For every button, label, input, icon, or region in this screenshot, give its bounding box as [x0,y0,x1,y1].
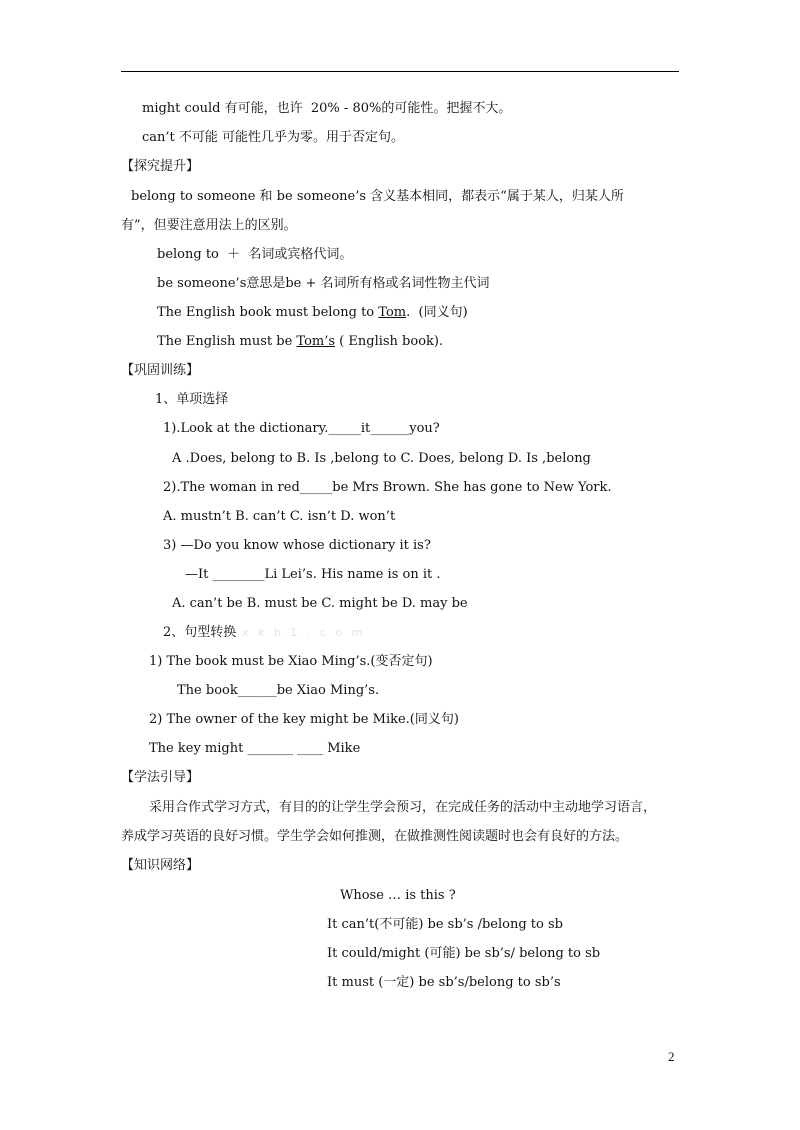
question-line: The key might _______ ____ Mike [149,741,361,756]
watermark-text: x k b 1 . c o m [242,626,366,639]
exercise-heading: 2、句型转换 [163,625,237,640]
text-line: be someone’s意思是be + 名词所有格或名词性物主代词 [157,276,490,291]
network-line: Whose … is this ? [340,888,456,903]
question-line: 1).Look at the dictionary._____it______you? [163,421,440,436]
paragraph-line: 采用合作式学习方式，有目的的让学生学会预习，在完成任务的活动中主动地学习语言， [149,800,657,815]
network-line: It must (一定) be sb’s/belong to sb’s [327,975,561,990]
sentence-part: ( English book). [335,334,444,349]
section-heading: 【巩固训练】 [121,363,200,378]
question-line: 2) The owner of the key might be Mike.(同义句) [149,712,459,727]
text-line: belong to ＋ 名词或宾格代词。 [157,247,353,262]
sentence-part: The English book must belong to [157,305,379,320]
question-line: The book______be Xiao Ming’s. [177,683,380,698]
page-number: 2 [668,1049,675,1064]
options-line: A. mustn’t B. can’t C. isn’t D. won’t [163,509,396,524]
question-line: 3) —Do you know whose dictionary it is? [163,538,431,553]
options-line: A .Does, belong to B. Is ,belong to C. Does, belong D. Is ,belong [172,451,591,466]
text-line: can’t 不可能 可能性几乎为零。用于否定句。 [142,130,405,145]
underlined-word: Tom [378,305,407,320]
text-line: 有”，但要注意用法上的区别。 [121,218,297,233]
question-line: 1) The book must be Xiao Ming’s.(变否定句) [149,654,433,669]
section-heading: 【探究提升】 [121,159,200,174]
section-heading: 【学法引导】 [121,770,200,785]
network-line: It could/might (可能) be sb’s/ belong to sb [327,946,601,961]
question-line: —It ________Li Lei’s. His name is on it . [185,567,441,582]
exercise-heading: 1、单项选择 [155,392,229,407]
sentence-part: . (同义句) [406,305,468,320]
example-sentence [157,334,443,350]
text-line: might could 有可能，也许 20% - 80%的可能性。把握不大。 [142,101,512,116]
section-heading: 【知识网络】 [121,858,200,873]
options-line: A. can’t be B. must be C. might be D. may be [172,596,468,611]
example-sentence [157,305,468,321]
sentence-part: The English must be [157,334,297,349]
question-line: 2).The woman in red_____be Mrs Brown. She has gone to New York. [163,480,612,495]
network-line: It can’t(不可能) be sb’s /belong to sb [327,917,563,932]
underlined-word: Tom’s [296,334,336,349]
text-line: belong to someone 和 be someone’s 含义基本相同，都表示“属于某人，归某人所 [131,189,624,204]
paragraph-line: 养成学习英语的良好习惯。学生学会如何推测，在做推测性阅读题时也会有良好的方法。 [121,829,629,844]
header-rule [121,71,679,72]
